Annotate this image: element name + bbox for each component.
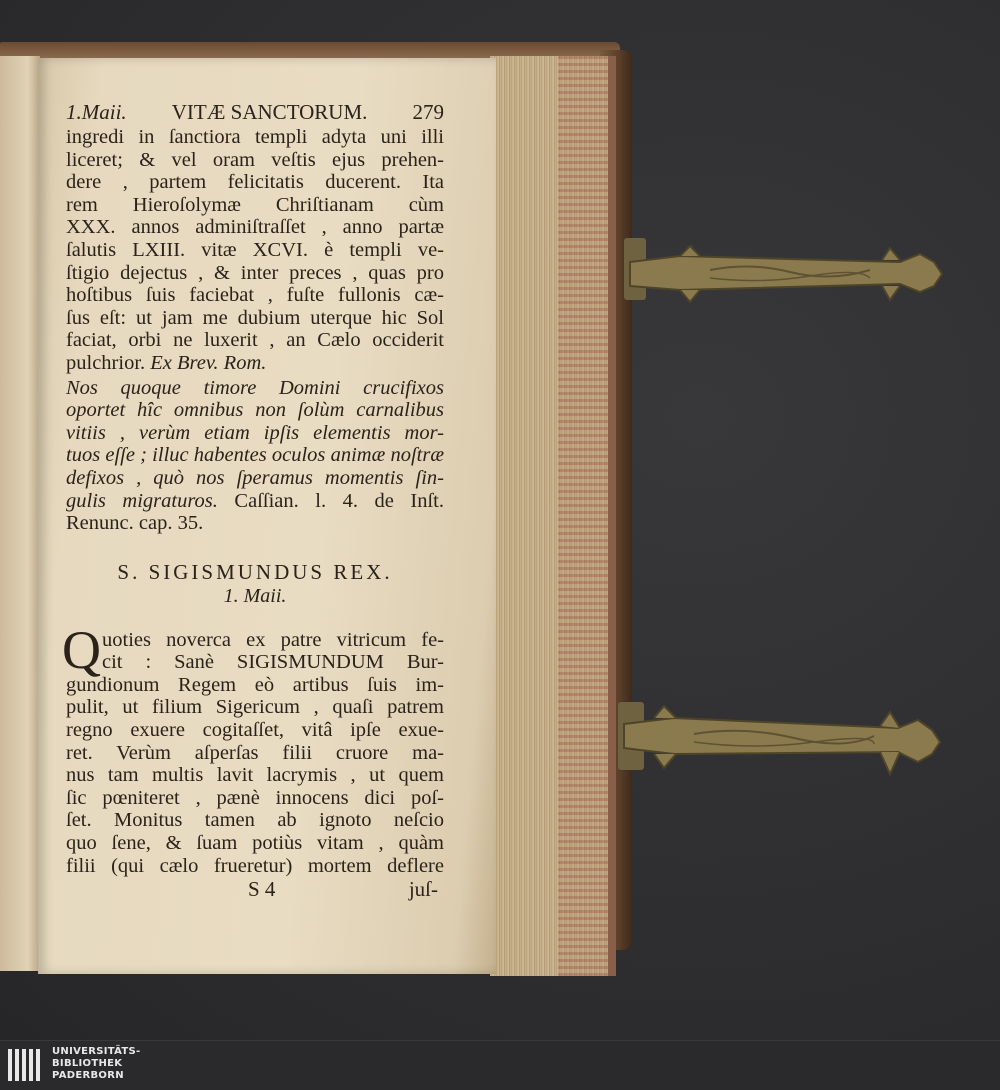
section-line: filii (qui cælo frueretur) mortem deflere	[66, 854, 444, 877]
quote-line: tuos eſſe ; illuc habentes oculos animæ noſtræ	[66, 444, 444, 467]
quote-line: defixos , quò nos ſperamus momentis ſin-	[66, 466, 444, 489]
body-last-line	[66, 352, 444, 375]
text-line: XXX. annos adminiſtraſſet , anno partæ	[66, 216, 444, 239]
section-line: ſet. Monitus tamen ab ignoto neſcio	[66, 809, 444, 832]
quote-end-text: gulis migraturos.	[66, 489, 218, 512]
library-name-line3: PADERBORN	[52, 1070, 124, 1081]
signature-mark: S 4	[248, 877, 276, 902]
library-logo-icon	[8, 1047, 42, 1083]
quote-citation: Caſſian. l. 4. de Inſt.	[234, 489, 444, 512]
upper-clasp	[620, 232, 950, 318]
library-name-line1: UNIVERSITÄTS-	[52, 1046, 141, 1057]
drop-capital: Q	[62, 619, 101, 680]
header-title: VITÆ SANCTORUM.	[171, 100, 368, 124]
page-number: 279	[412, 100, 444, 124]
section-line: pulit, ut filium Sigericum , quaſi patrem	[66, 696, 444, 719]
section-line: cit : Sanè SIGISMUNDUM Bur-	[102, 651, 444, 674]
text-line: liceret; & vel oram veſtis ejus prehen-	[66, 148, 444, 171]
library-name	[52, 1046, 141, 1082]
section-title: S. SIGISMUNDUS REX.	[117, 559, 393, 584]
section-line: uoties noverca ex patre vitricum fe-	[102, 628, 444, 651]
section-lines	[66, 629, 444, 878]
running-header	[66, 100, 444, 124]
page-footer	[66, 877, 444, 901]
body-citation: Ex Brev. Rom.	[150, 351, 267, 374]
section-line: gundionum Regem eò artibus ſuis im-	[66, 673, 444, 696]
section-line: regno exuere cogitaſſet, vitâ ipſe exue-	[66, 719, 444, 742]
section-paragraph	[62, 619, 444, 878]
text-line: ſtigio dejectus , & inter preces , quas pro	[66, 261, 444, 284]
text-line: faciat, orbi ne luxerit , an Cælo occiderit	[66, 329, 444, 352]
quote-paragraph	[66, 377, 444, 490]
quote-line: oportet hîc omnibus non ſolùm carnalibus	[66, 399, 444, 422]
header-date: 1.Maii.	[66, 100, 127, 124]
section-date: 1. Maii.	[223, 584, 287, 607]
text-line: ingredi in ſanctiora templi adyta uni illi	[66, 126, 444, 148]
section-line: ret. Verùm aſperſas filii cruore ma-	[66, 741, 444, 764]
lower-clasp	[614, 696, 950, 794]
quote-end-line	[66, 490, 444, 513]
page-block-fore-edge	[490, 56, 616, 976]
text-line: dere , partem felicitatis ducerent. Ita	[66, 171, 444, 194]
facing-page	[0, 56, 40, 971]
quote-line: Nos quoque timore Domini crucifixos	[66, 376, 444, 399]
body-paragraph	[66, 126, 444, 352]
page-text	[62, 100, 444, 902]
text-line: hoſtibus ſuis faciebat , fuſte fullonis cæ-	[66, 284, 444, 307]
body-last-text: pulchrior.	[66, 351, 146, 374]
catchword: juſ-	[408, 877, 438, 902]
text-line: ſalutis LXIII. vitæ XCVI. è templi ve-	[66, 238, 444, 261]
section-line: nus tam multis lavit lacrymis , ut quem	[66, 764, 444, 787]
quote-line: vitiis , verùm etiam ipſis elementis mor-	[66, 421, 444, 444]
text-line: rem Hieroſolymæ Chriſtianam cùm	[66, 193, 444, 216]
section-line: ſic pœniteret , pænè innocens dici poſ-	[66, 786, 444, 809]
library-name-line2: BIBLIOTHEK	[52, 1058, 123, 1069]
text-line: ſus eſt: ut jam me dubium uterque hic Sol	[66, 306, 444, 329]
section-line: quo ſene, & ſuam potiùs vitam , quàm	[66, 832, 444, 855]
quote-reference: Renunc. cap. 35.	[66, 512, 204, 535]
library-banner	[0, 1040, 1000, 1090]
